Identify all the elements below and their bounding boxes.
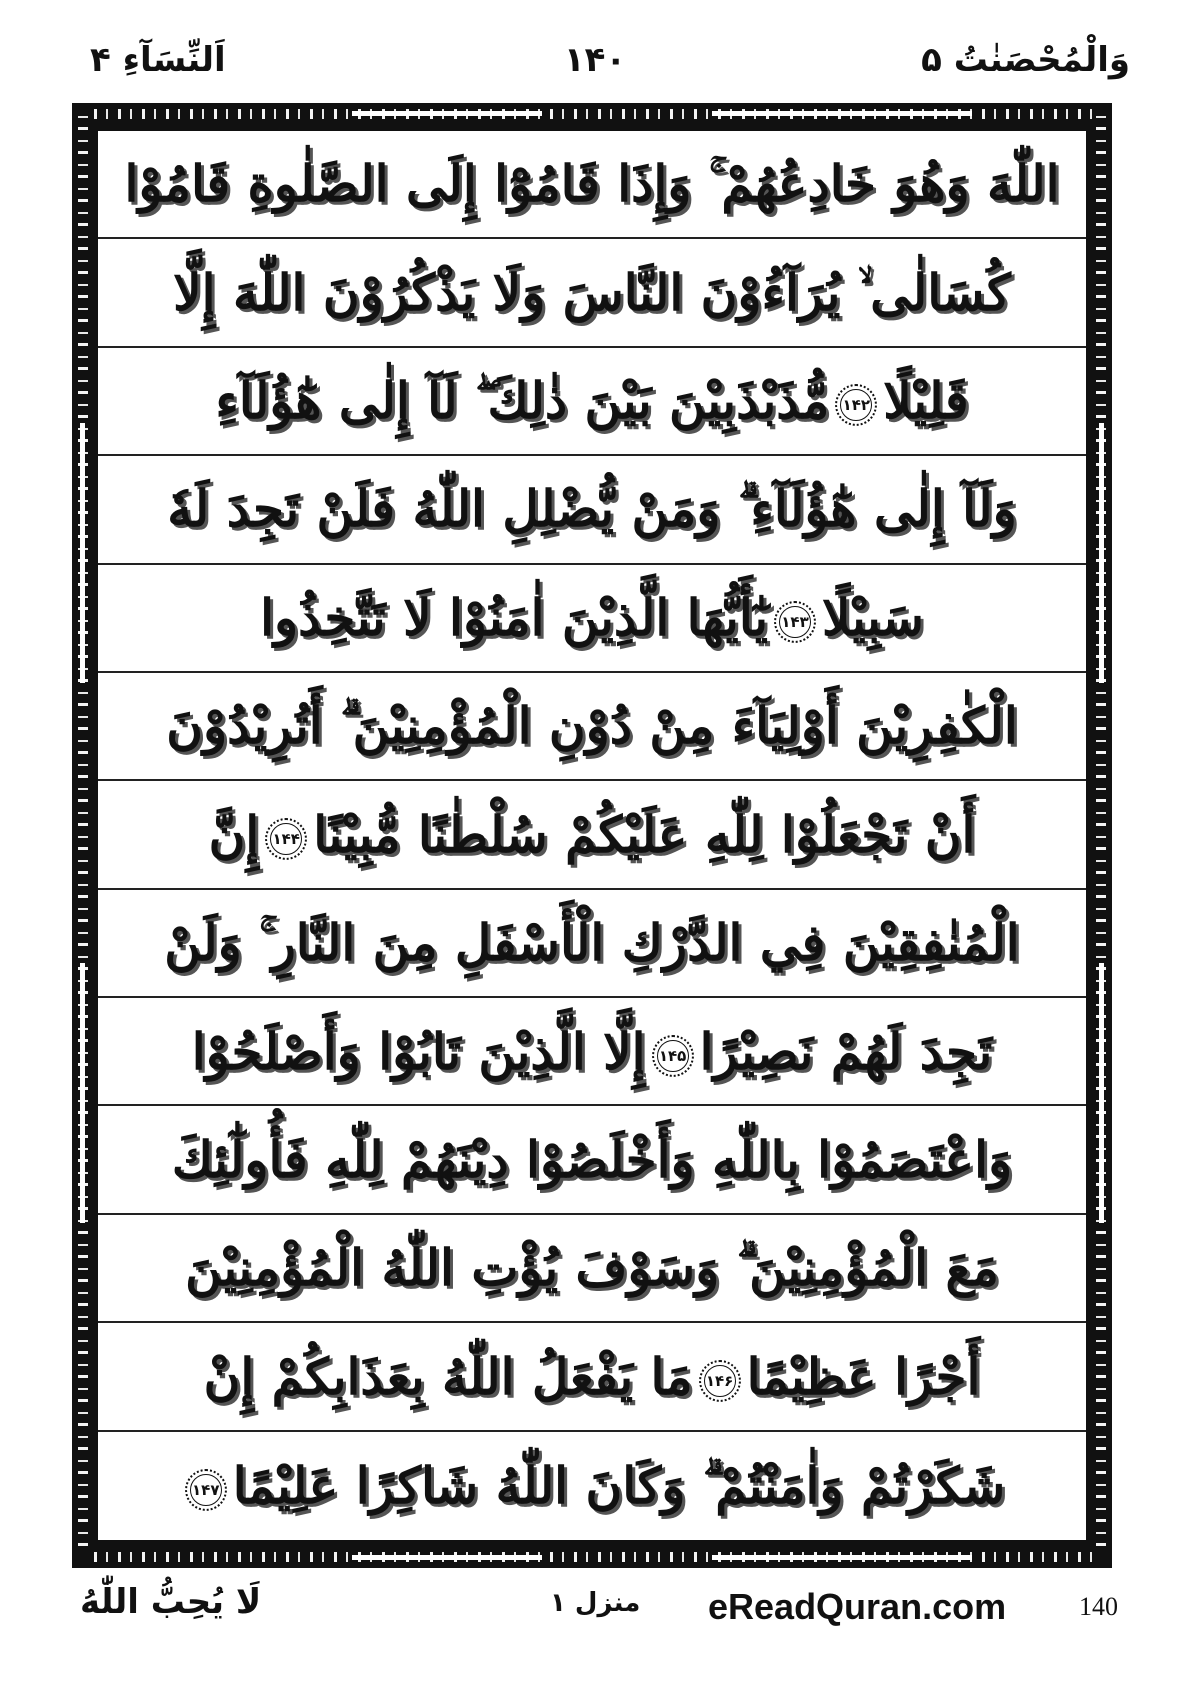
- frame-bar: [352, 111, 542, 116]
- website-watermark: eReadQuran.com: [708, 1586, 1007, 1627]
- manzil-label: منزل ۱: [550, 1588, 641, 1618]
- ayah-number-rosette: ۱۴۵: [652, 1035, 694, 1077]
- frame-bar: [80, 423, 85, 683]
- verse-line: أَجْرًا عَظِيْمًا۱۴۶مَا يَفْعَلُ اللّٰهُ بِعَذَابِكُمْ إِنْ: [98, 1323, 1086, 1431]
- ayah-number-rosette: ۱۴۴: [265, 818, 307, 860]
- frame-bar: [80, 963, 85, 1223]
- frame-bar: [1099, 963, 1104, 1223]
- verse-text-panel: [96, 129, 1088, 1542]
- verse-line: قَلِيْلًا۱۴۲مُّذَبْذَبِيْنَ بَيْنَ ذٰلِكَ ۖ لَآ إِلٰى هٰٓؤُلَآءِ: [98, 348, 1086, 456]
- verse-line: وَلَآ إِلٰى هٰٓؤُلَآءِ ۗ وَمَنْ يُّضْلِلِ اللّٰهُ فَلَنْ تَجِدَ لَهٗ: [98, 456, 1086, 564]
- page-number-arabic: ۱۴۰: [563, 40, 627, 80]
- para-name: وَالْمُحْصَنٰتُ ۵: [921, 40, 1130, 80]
- page-header: [60, 40, 1130, 100]
- verse-line: الْمُنٰفِقِيْنَ فِي الدَّرْكِ الْأَسْفَلِ مِنَ النَّارِ ۚ وَلَنْ: [98, 890, 1086, 998]
- frame-border-left: [78, 115, 88, 1556]
- page-number: 140: [1079, 1592, 1118, 1621]
- verse-line: وَاعْتَصَمُوْا بِاللّٰهِ وَأَخْلَصُوْا دِيْنَهُمْ لِلّٰهِ فَأُولٰٓئِكَ: [98, 1106, 1086, 1214]
- verse-line: كُسَالٰى ۙ يُرَآءُوْنَ النَّاسَ وَلَا يَذْكُرُوْنَ اللّٰهَ إِلَّا: [98, 239, 1086, 347]
- ayah-number-rosette: ۱۴۶: [699, 1360, 741, 1402]
- ayah-number-rosette: ۱۴۳: [774, 601, 816, 643]
- frame-bar: [712, 1555, 972, 1560]
- frame-border-right: [1096, 115, 1106, 1556]
- verse-line: مَعَ الْمُؤْمِنِيْنَ ۗ وَسَوْفَ يُؤْتِ اللّٰهُ الْمُؤْمِنِيْنَ: [98, 1215, 1086, 1323]
- page-footer: [60, 1582, 1130, 1642]
- verse-line: تَجِدَ لَهُمْ نَصِيْرًا۱۴۵إِلَّا الَّذِيْنَ تَابُوْا وَأَصْلَحُوْا: [98, 998, 1086, 1106]
- ornamental-frame: [72, 103, 1112, 1568]
- frame-bar: [1099, 423, 1104, 683]
- ayah-number-rosette: ۱۴۷: [185, 1469, 227, 1511]
- frame-bar: [712, 111, 972, 116]
- verse-line: اللّٰهَ وَهُوَ خَادِعُهُمْ ۚ وَإِذَا قَامُوْٓا إِلَى الصَّلٰوةِ قَامُوْا: [98, 131, 1086, 239]
- ayah-number-rosette: ۱۴۲: [835, 384, 877, 426]
- next-para-marker: لَا يُحِبُّ اللّٰهُ: [80, 1582, 262, 1622]
- surah-name: اَلنِّسَآءِ ۴: [90, 40, 226, 80]
- verse-line: الْكٰفِرِيْنَ أَوْلِيَآءَ مِنْ دُوْنِ الْمُؤْمِنِيْنَ ۗ أَتُرِيْدُوْنَ: [98, 673, 1086, 781]
- verse-line: أَنْ تَجْعَلُوْا لِلّٰهِ عَلَيْكُمْ سُلْطٰنًا مُّبِيْنًا۱۴۴إِنَّ: [98, 781, 1086, 889]
- verse-line: شَكَرْتُمْ وَاٰمَنْتُمْ ۗ وَكَانَ اللّٰهُ شَاكِرًا عَلِيْمًا۱۴۷: [98, 1432, 1086, 1540]
- frame-bar: [352, 1555, 542, 1560]
- verse-line: سَبِيْلًا۱۴۳يٰٓأَيُّهَا الَّذِيْنَ اٰمَنُوْا لَا تَتَّخِذُوا: [98, 565, 1086, 673]
